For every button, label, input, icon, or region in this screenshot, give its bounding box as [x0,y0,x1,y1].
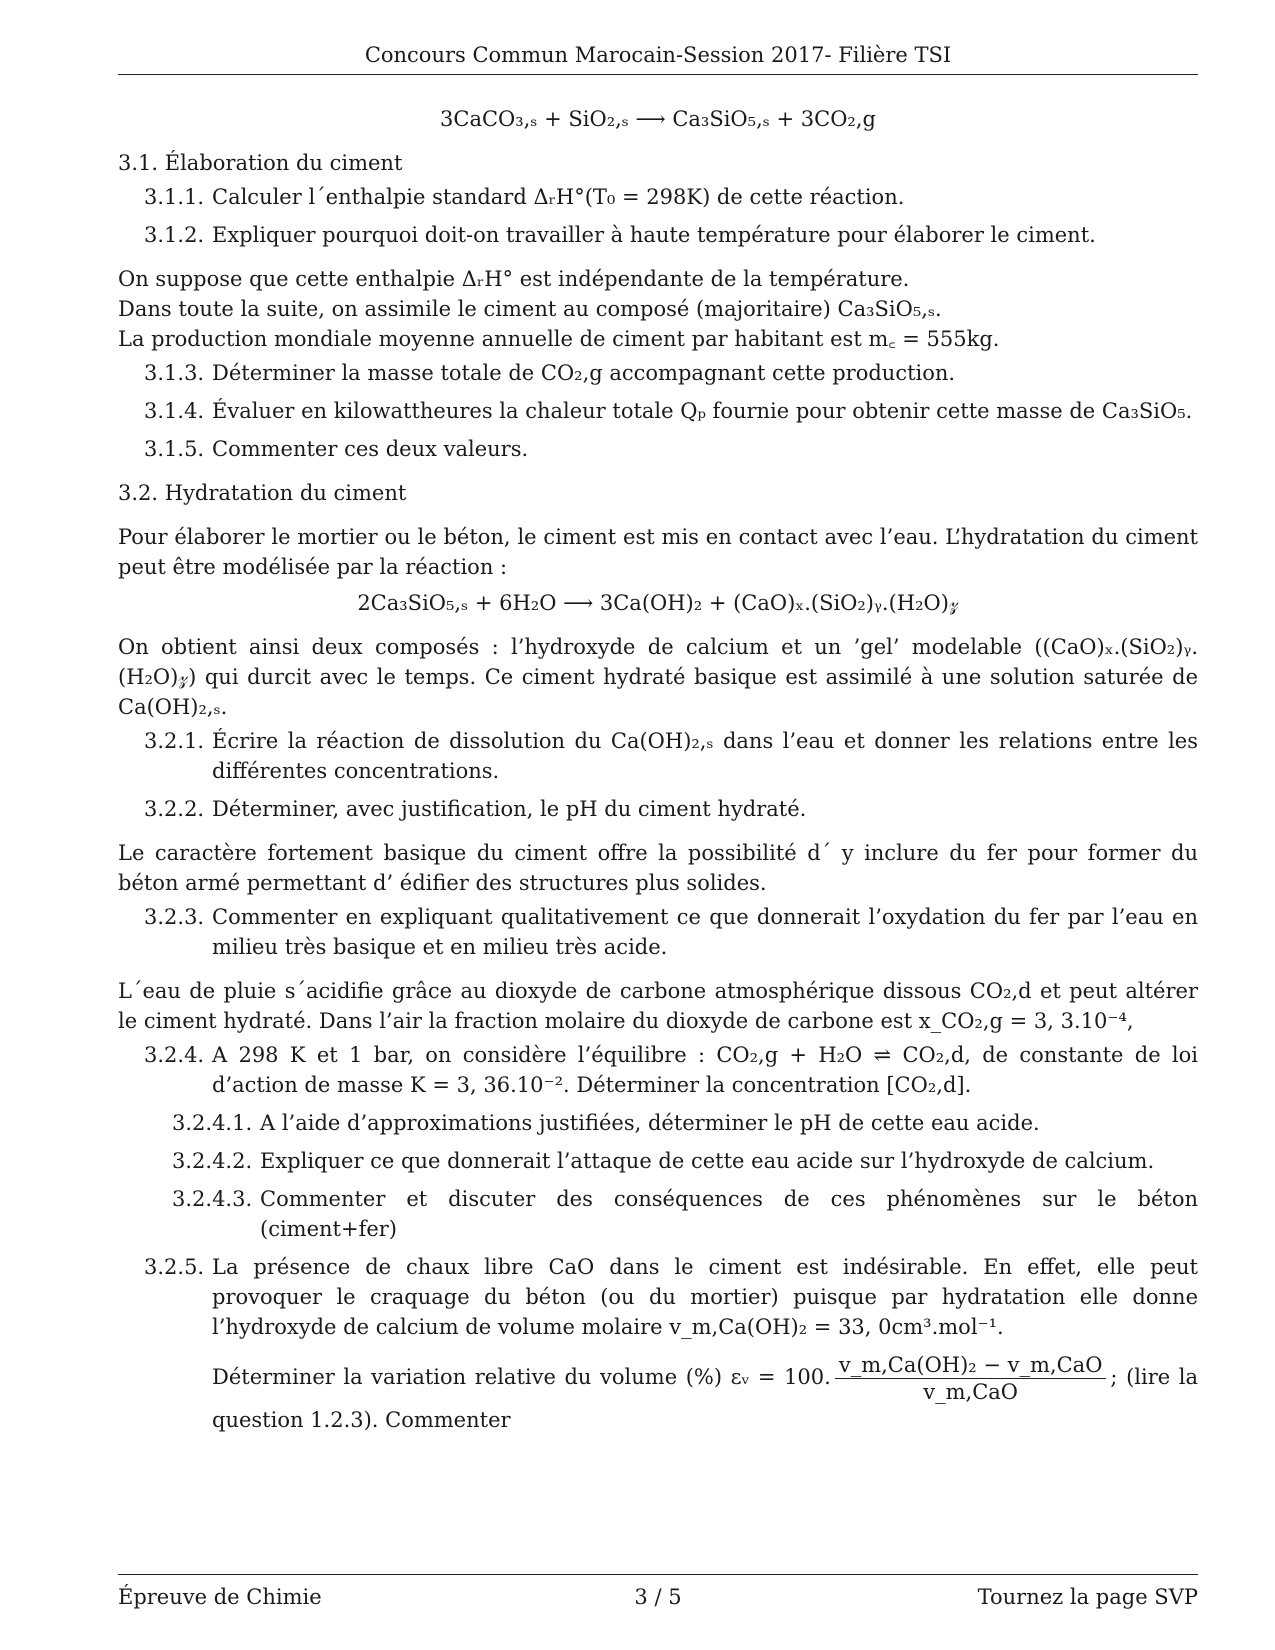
footer-turn-page: Tournez la page SVP [977,1585,1198,1609]
question-number: 3.1.1. [144,185,205,209]
question-3-2-4-3 [118,1184,1198,1244]
formula-prefix: Déterminer la variation relative du volume (%) εᵥ = 100. [212,1365,831,1389]
question-body [212,1252,1198,1435]
question-number: 3.1.3. [144,361,205,385]
question-text: Commenter et discuter des conséquences de ces phénomènes sur le béton (ciment+fer) [260,1187,1198,1241]
question-3-1-5 [118,434,1198,464]
question-text: Commenter en expliquant qualitativement ce que donnerait l’oxydation du fer par l’eau en milieu très basique et en milieu très acide. [212,905,1198,959]
question-3-2-4-2 [118,1146,1198,1176]
question-text: Commenter ces deux valeurs. [212,437,529,461]
document-body [118,104,1198,1443]
fraction-denominator: v_m,CaO [923,1380,1019,1404]
paragraph-assumptions [118,264,1198,354]
page-header: Concours Commun Marocain-Session 2017- Filière TSI [364,43,952,67]
question-number: 3.2.2. [144,797,205,821]
question-number: 3.1.4. [144,399,205,423]
paragraph-line: Dans toute la suite, on assimile le ciment au composé (majoritaire) Ca₃SiO₅,ₛ. [118,297,942,321]
paragraph-reinforced-concrete: Le caractère fortement basique du ciment offre la possibilité d´ y inclure du fer pour former du béton armé permettant d’ édifier des structures plus solides. [118,841,1198,895]
question-text: Expliquer ce que donnerait l’attaque de cette eau acide sur l’hydroxyde de calcium. [260,1149,1155,1173]
question-3-1-3 [118,358,1198,388]
question-3-2-1 [118,726,1198,786]
question-text: Déterminer la masse totale de CO₂,g accompagnant cette production. [212,361,956,385]
question-number: 3.2.4.2. [172,1149,253,1173]
question-3-2-3 [118,902,1198,962]
page-number: 3 / 5 [634,1585,682,1609]
question-3-2-2 [118,794,1198,824]
question-number: 3.2.1. [144,729,205,753]
footer-subject: Épreuve de Chimie [118,1585,322,1609]
page [118,0,1198,1650]
question-number: 3.1.5. [144,437,205,461]
question-number: 3.1.2. [144,223,205,247]
paragraph-line: On suppose que cette enthalpie ΔᵣH° est indépendante de la température. [118,267,910,291]
question-text: A l’aide d’approximations justifiées, déterminer le pH de cette eau acide. [260,1111,1040,1135]
question-text: La présence de chaux libre CaO dans le ciment est indésirable. En effet, elle peut provoquer le craquage du béton (ou du mortier) puisque par hydratation elle donne l’hydroxyde de calcium de volume molaire v_m,Ca(OH)₂ = 33, 0cm³.mol⁻¹. [212,1255,1198,1339]
header-divider [118,74,1198,75]
formula-suffix: ; (lire la question 1.2.3). Commenter [212,1365,1198,1432]
question-3-2-5 [118,1252,1198,1435]
section-3-1-title: 3.1. Élaboration du ciment [118,151,403,175]
section-3-2-title: 3.2. Hydratation du ciment [118,481,407,505]
question-3-1-1 [118,182,1198,212]
question-text: Écrire la réaction de dissolution du Ca(OH)₂,ₛ dans l’eau et donner les relations entre les différentes concentrations. [212,729,1198,783]
question-text: Déterminer, avec justification, le pH du ciment hydraté. [212,797,807,821]
equation-cement-formation: 3CaCO₃,ₛ + SiO₂,ₛ ⟶ Ca₃SiO₅,ₛ + 3CO₂,g [440,107,876,131]
question-number: 3.2.5. [144,1255,205,1279]
paragraph-hydration: Pour élaborer le mortier ou le béton, le ciment est mis en contact avec l’eau. L’hydratation du ciment peut être modélisée par la réaction : [118,525,1198,579]
paragraph-line: La production mondiale moyenne annuelle de ciment par habitant est m꜀ = 555kg. [118,327,1000,351]
question-3-2-4 [118,1040,1198,1100]
fraction [835,1352,1107,1405]
question-number: 3.2.4.1. [172,1111,253,1135]
volume-variation-formula [212,1352,1198,1435]
question-number: 3.2.4. [144,1043,205,1067]
equation-hydration: 2Ca₃SiO₅,ₛ + 6H₂O ⟶ 3Ca(OH)₂ + (CaO)ₓ.(SiO₂)ᵧ.(H₂O)𝓏 [357,591,959,615]
footer-divider [118,1574,1198,1575]
question-3-1-4 [118,396,1198,426]
page-footer [118,1582,1198,1612]
paragraph-compounds: On obtient ainsi deux composés : l’hydroxyde de calcium et un ’gel’ modelable ((CaO)ₓ.(SiO₂)ᵧ.(H₂O)𝓏) qui durcit avec le temps. Ce ciment hydraté basique est assimilé à une solution saturée de Ca(OH)₂,ₛ. [118,635,1198,719]
question-number: 3.2.4.3. [172,1187,253,1211]
question-text: Calculer l´enthalpie standard ΔᵣH°(T₀ = 298K) de cette réaction. [212,185,905,209]
paragraph-rain-water: L´eau de pluie s´acidifie grâce au dioxyde de carbone atmosphérique dissous CO₂,d et peut altérer le ciment hydraté. Dans l’air la fraction molaire du dioxyde de carbone est x_CO₂,g = 3, 3.10⁻⁴, [118,979,1198,1033]
question-3-1-2 [118,220,1198,250]
question-3-2-4-1 [118,1108,1198,1138]
question-text: Expliquer pourquoi doit-on travailler à haute température pour élaborer le ciment. [212,223,1096,247]
question-text: Évaluer en kilowattheures la chaleur totale Qₚ fournie pour obtenir cette masse de Ca₃SiO₅. [212,399,1193,423]
question-number: 3.2.3. [144,905,205,929]
question-text: A 298 K et 1 bar, on considère l’équilibre : CO₂,g + H₂O ⇌ CO₂,d, de constante de loi d’action de masse K = 3, 36.10⁻². Déterminer la concentration [CO₂,d]. [212,1043,1198,1097]
fraction-numerator: v_m,Ca(OH)₂ − v_m,CaO [835,1352,1107,1379]
